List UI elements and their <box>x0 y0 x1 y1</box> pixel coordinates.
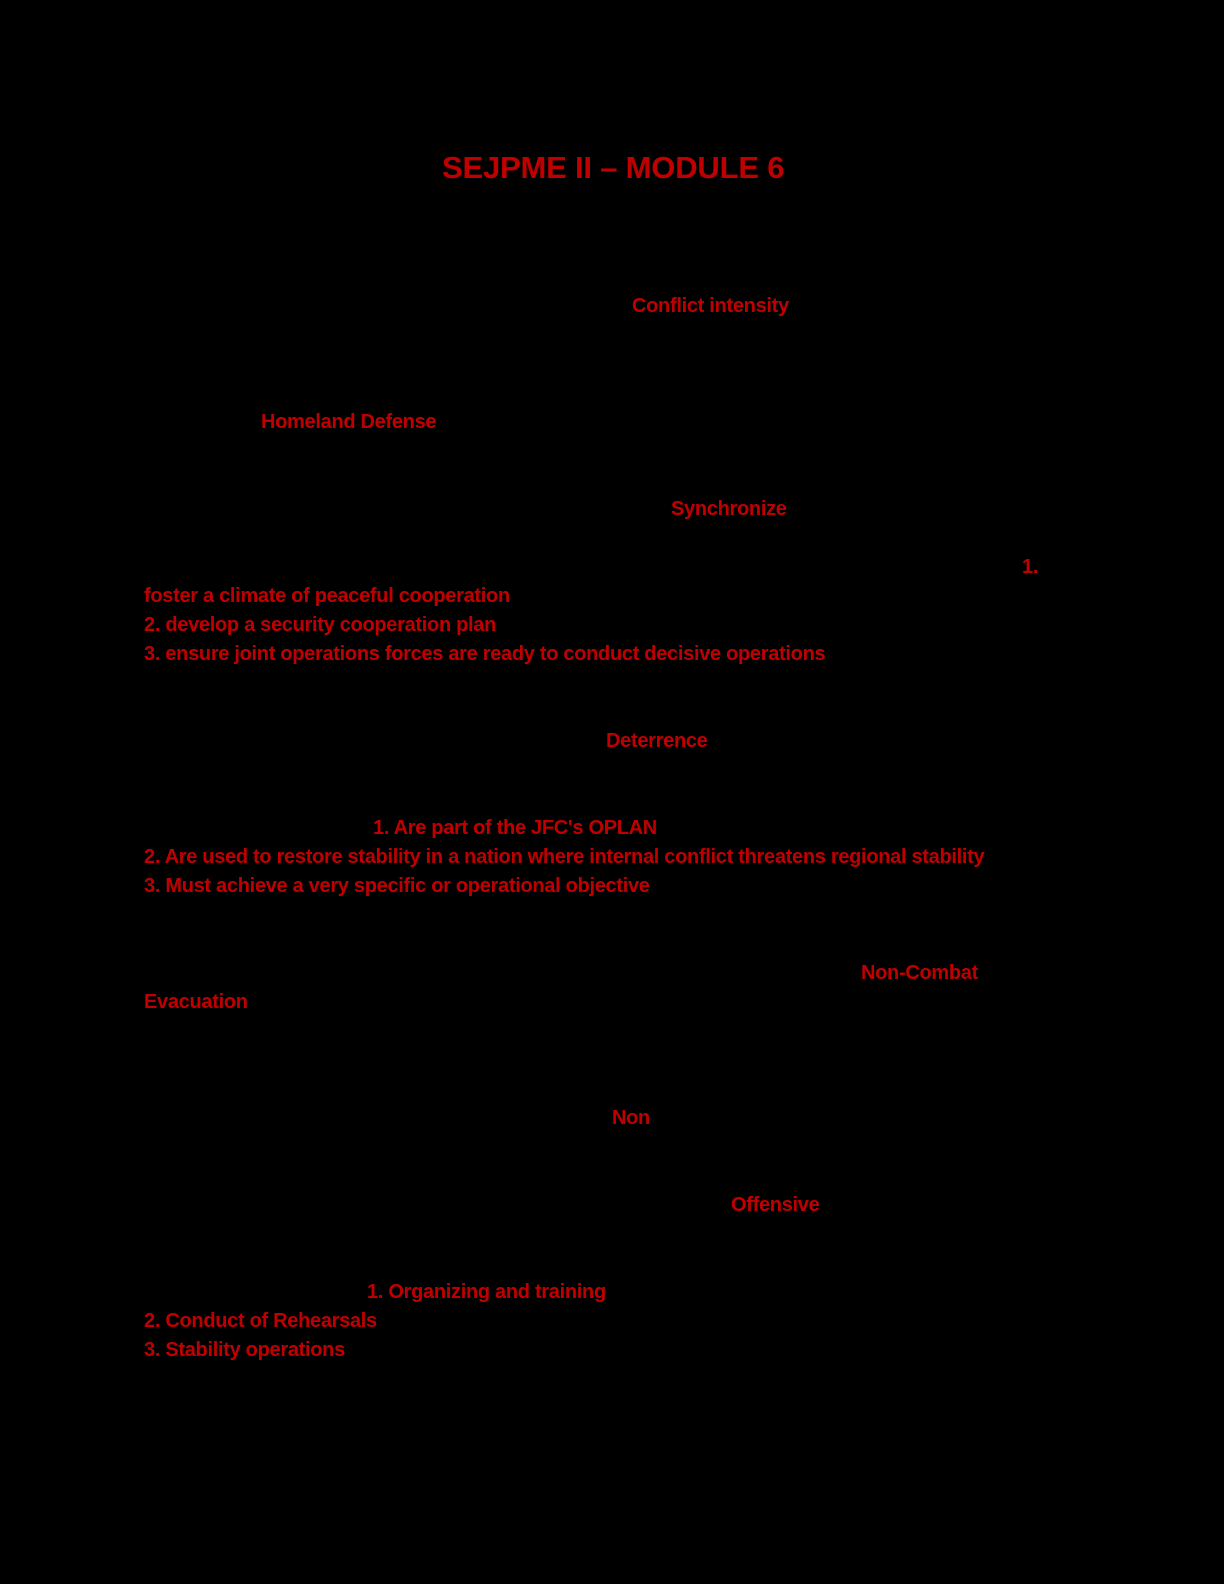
answer-synchronize: Synchronize <box>671 498 787 520</box>
answer-deterrence: Deterrence <box>606 730 708 752</box>
list3-item1: 1. Organizing and training <box>367 1281 606 1303</box>
answer-conflict-intensity: Conflict intensity <box>632 295 789 317</box>
list3-item3: 3. Stability operations <box>144 1339 345 1361</box>
list2-item3: 3. Must achieve a very specific or operational objective <box>144 875 650 897</box>
answer-evacuation: Evacuation <box>144 991 248 1013</box>
list1-item3: 3. ensure joint operations forces are ready to conduct decisive operations <box>144 643 826 665</box>
list3-item2: 2. Conduct of Rehearsals <box>144 1310 377 1332</box>
answer-non-combat: Non-Combat <box>861 962 978 984</box>
list1-item1-text: foster a climate of peaceful cooperation <box>144 585 510 607</box>
list1-item1-number: 1. <box>1022 556 1039 578</box>
answer-offensive: Offensive <box>731 1194 820 1216</box>
list1-item2: 2. develop a security cooperation plan <box>144 614 497 636</box>
page-title: SEJPME II – MODULE 6 <box>442 150 785 185</box>
answer-non: Non <box>612 1107 650 1129</box>
list2-item1: 1. Are part of the JFC's OPLAN <box>373 817 657 839</box>
list2-item2: 2. Are used to restore stability in a nation where internal conflict threatens regional stability <box>144 846 985 868</box>
answer-homeland-defense: Homeland Defense <box>261 411 437 433</box>
